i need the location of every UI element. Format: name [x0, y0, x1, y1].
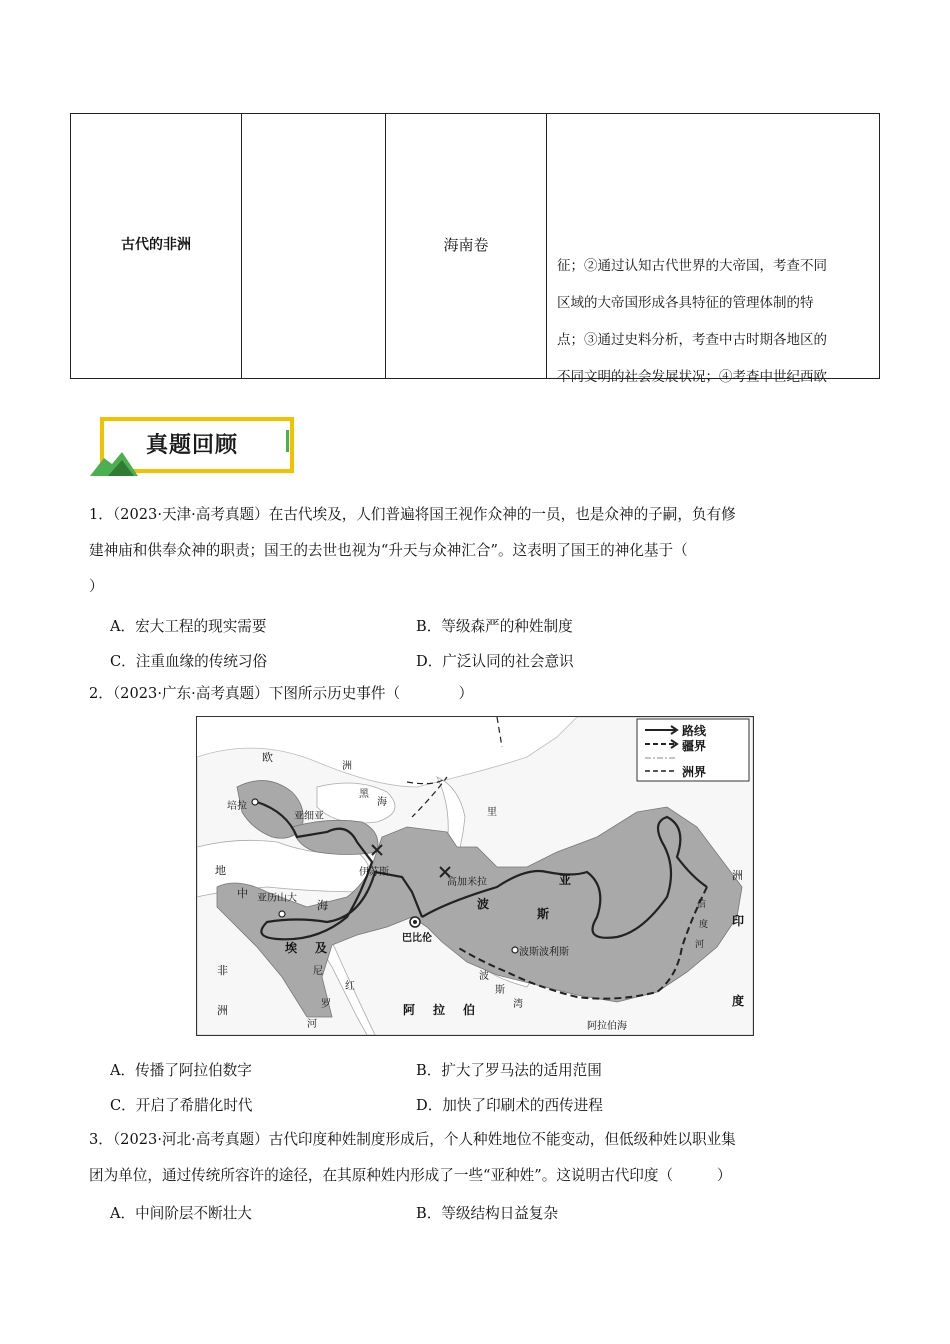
- map-label: 巴比伦: [402, 933, 432, 944]
- map-label: 阿拉伯海: [587, 1021, 627, 1032]
- map-label: 洲: [342, 761, 352, 772]
- question-3-option-a[interactable]: A．中间阶层不断壮大: [110, 1205, 252, 1222]
- map-label: 亚历山大: [257, 893, 297, 904]
- table-cell-empty: [242, 114, 386, 378]
- legend-continent: 洲界: [682, 765, 707, 779]
- table-cell-description: [547, 114, 880, 385]
- topic-label: 古代的非洲: [121, 237, 191, 253]
- map-label: 欧: [262, 751, 273, 764]
- map-label: 印: [732, 914, 745, 928]
- map-label: 亚: [559, 873, 572, 887]
- map-label: 度: [699, 920, 709, 930]
- question-1-stem: 1．（2023·天津·高考真题）在古代埃及，人们普遍将国王视作众神的一员，也是众神的子嗣，负有修 建神庙和供奉众神的职责；国王的去世也视为“升天与众神汇合”。这表明了国王的神化基于（ ）: [89, 506, 736, 595]
- question-3-option-b[interactable]: B．等级结构日益复杂: [416, 1205, 559, 1222]
- section-banner: [90, 416, 296, 476]
- map-label: 斯: [495, 985, 505, 996]
- map-label: 非: [217, 964, 228, 977]
- table-cell-region: [386, 114, 547, 378]
- map-label: 地: [215, 864, 226, 877]
- question-3-stem: 3．（2023·河北·高考真题）古代印度种姓制度形成后，个人种姓地位不能变动，但低级种姓以职业集 团为单位，通过传统所容许的途径，在其原种姓内形成了一些“亚种姓”。这说明古代印度（ ）: [89, 1131, 736, 1184]
- map-label: 阿: [403, 1003, 416, 1017]
- description-text: 征；②通过认知古代世界的大帝国，考查不同 区域的大帝国形成各具特征的管理体制的特 点；③通过史料分析，考查中古时期各地区的 不同文明的社会发展状况；④考查中世纪西欧: [557, 258, 827, 385]
- map-label: 埃: [285, 941, 298, 955]
- map-label: 高加米拉: [447, 877, 487, 888]
- map-label: 拉: [433, 1003, 446, 1017]
- question-2-option-d[interactable]: D．加快了印刷术的西传进程: [416, 1097, 603, 1114]
- table-cell-topic: [71, 114, 242, 378]
- map-label: 亚细亚: [294, 811, 324, 822]
- legend-route: 路线: [682, 724, 707, 738]
- question-2-option-b[interactable]: B．扩大了罗马法的适用范围: [416, 1062, 602, 1079]
- map-label: 河: [307, 1019, 317, 1030]
- map-label: 伊苏斯: [359, 867, 389, 878]
- map-label: 红: [345, 981, 355, 992]
- alexander-campaign-map: [196, 716, 754, 1036]
- map-label: 黑: [359, 789, 369, 800]
- map-label: 海: [377, 797, 387, 808]
- map-label: 及: [315, 941, 328, 955]
- question-2-option-c[interactable]: C．开启了希腊化时代: [110, 1097, 253, 1114]
- map-label: 中: [237, 887, 248, 900]
- map-label: 伯: [463, 1003, 476, 1017]
- course-table: [70, 113, 880, 385]
- map-label: 罗: [321, 999, 331, 1010]
- question-1-option-b[interactable]: B．等级森严的种姓制度: [416, 618, 573, 635]
- map-label: 斯: [537, 907, 550, 921]
- map-label: 尼: [313, 966, 323, 977]
- legend-border: 疆界: [682, 739, 707, 753]
- map-label: 波: [479, 971, 489, 982]
- map-label: 洲: [732, 869, 743, 882]
- question-1-option-d[interactable]: D．广泛认同的社会意识: [416, 653, 574, 670]
- map-label: 湾: [513, 999, 523, 1010]
- section-title: 真题回顾: [146, 433, 239, 458]
- map-label: 波斯波利斯: [519, 947, 569, 958]
- map-label: 培拉: [227, 801, 247, 812]
- map-label: 度: [732, 994, 745, 1008]
- map-label: 海: [317, 899, 328, 912]
- map-label: 河: [695, 940, 705, 950]
- question-1-option-a[interactable]: A．宏大工程的现实需要: [110, 618, 267, 635]
- question-1-option-c[interactable]: C．注重血缘的传统习俗: [110, 653, 268, 670]
- question-2-stem: 2．（2023·广东·高考真题）下图所示历史事件（ ）: [89, 685, 474, 702]
- question-2-option-a[interactable]: A．传播了阿拉伯数字: [110, 1062, 252, 1079]
- map-label: 里: [487, 807, 497, 818]
- map-label: 洲: [217, 1004, 228, 1017]
- map-label: 信: [697, 900, 707, 910]
- region-label: 海南卷: [443, 236, 489, 254]
- map-label: 波: [477, 897, 490, 911]
